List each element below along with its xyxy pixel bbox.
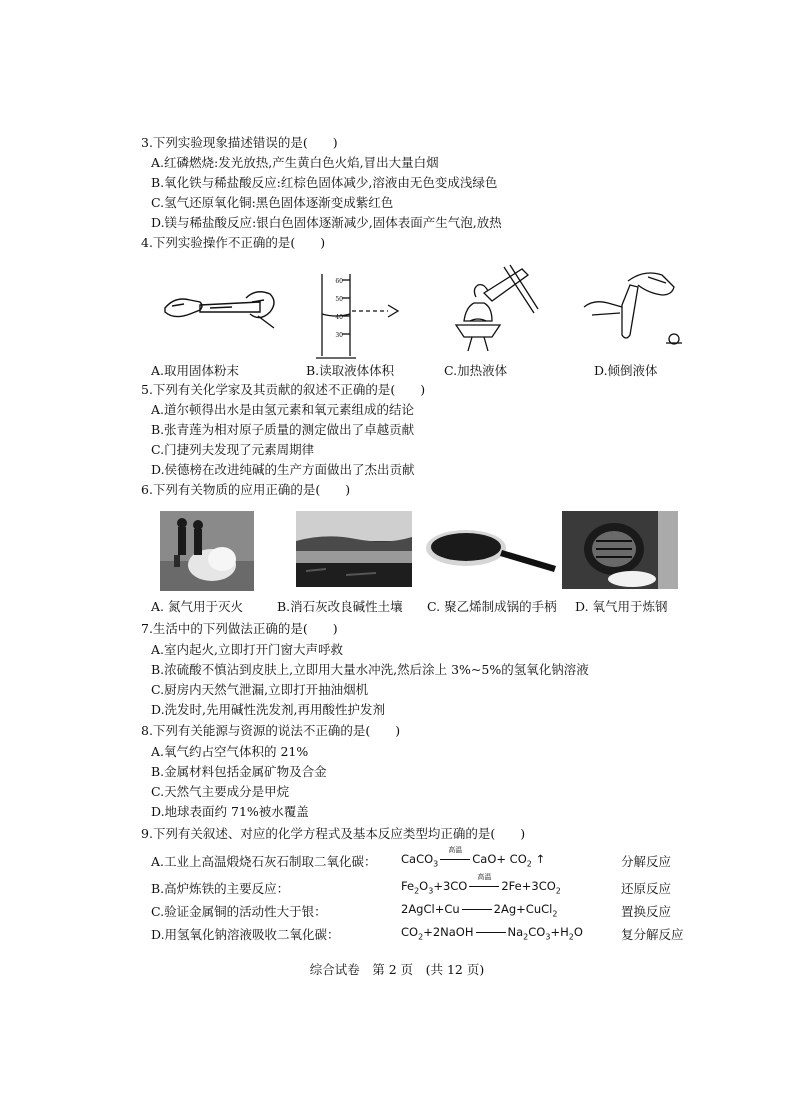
q9-type-c: 置换反应 [621,904,672,919]
condition-high-temp: 高温 [477,873,492,881]
q4-stem: 4.下列实验操作不正确的是( ) [141,235,326,250]
q9-row-c [151,902,691,922]
soil-landscape-photo [296,511,412,587]
q7-stem: 7.生活中的下列做法正确的是( ) [141,621,338,636]
q4-label-a: A.取用固体粉末 [151,363,240,378]
q6-label-b: B.消石灰改良碱性土壤 [277,599,403,614]
q5-stem: 5.下列有关化学家及其贡献的叙述不正确的是( ) [141,382,426,397]
q9-type-b: 还原反应 [621,881,672,896]
fire-extinguishing-photo [160,511,254,591]
q8-option-c: C.天然气主要成分是甲烷 [151,784,290,799]
q9-row-b [151,873,691,899]
q8-option-a: A.氧气约占空气体积的 21% [151,744,309,759]
heating-liquid-illustration [434,263,544,355]
q3-stem: 3.下列实验现象描述错误的是( ) [141,135,338,150]
q4-label-b: B.读取液体体积 [306,363,395,378]
q9-type-a: 分解反应 [621,854,672,869]
q5-option-a: A.道尔顿得出水是由氢元素和氧元素组成的结论 [151,402,415,417]
q5-option-c: C.门捷列夫发现了元素周期律 [151,442,315,457]
q4-label-d: D.倾倒液体 [594,363,658,378]
tick-40: 40 [335,314,343,321]
q7-option-a: A.室内起火,立即打开门窗大声呼救 [151,642,343,657]
q5-option-d: D.侯德榜在改进纯碱的生产方面做出了杰出贡献 [151,462,415,477]
q8-option-d: D.地球表面约 71%被水覆盖 [151,804,309,819]
q9-desc-c: C.验证金属铜的活动性大于银： [151,904,327,919]
q9-equation-a: CaCO$_3$ 高温 $CaO+ CO_2$ ↑ [401,846,546,869]
q3-option-c: C.氢气还原氧化铜:黑色固体逐渐变成紫红色 [151,195,394,210]
frying-pan-photo [420,520,560,586]
q6-label-d: D. 氧气用于炼钢 [575,599,668,614]
q7-option-c: C.厨房内天然气泄漏,立即打开抽油烟机 [151,682,369,697]
q9-desc-b: B.高炉炼铁的主要反应： [151,881,290,896]
q9-type-d: 复分解反应 [621,927,684,942]
q9-desc-d: D.用氢氧化钠溶液吸收二氧化碳： [151,927,340,942]
q9-equation-d: $CO_2+2NaOH$ $Na_2CO_3+H_2O$ [401,925,583,942]
page-footer: 综合试卷 第 2 页 (共 12 页) [309,962,485,977]
q6-stem: 6.下列有关物质的应用正确的是( ) [141,482,351,497]
q6-label-c: C. 聚乙烯制成锅的手柄 [427,599,557,614]
pouring-liquid-illustration [582,265,686,347]
q9-stem: 9.下列有关叙述、对应的化学方程式及基本反应类型均正确的是( ) [141,826,526,841]
graduated-cylinder-illustration [312,272,402,360]
q6-label-a: A. 氮气用于灭火 [151,599,243,614]
q8-stem: 8.下列有关能源与资源的说法不正确的是( ) [141,723,401,738]
solid-powder-illustration [160,268,280,348]
q9-row-d [151,925,691,945]
q7-option-b: B.浓硫酸不慎沾到皮肤上,立即用大量水冲洗,然后涂上 3%~5%的氢氧化钠溶液 [151,662,589,677]
q3-option-a: A.红磷燃烧:发光放热,产生黄白色火焰,冒出大量白烟 [151,155,439,170]
q9-equation-b: $Fe_2O_3+3CO$ 高温 $2Fe+3CO_2$ [401,873,561,896]
q8-option-b: B.金属材料包括金属矿物及合金 [151,764,327,779]
q7-option-d: D.洗发时,先用碱性洗发剂,再用酸性护发剂 [151,702,385,717]
tick-30: 30 [335,332,343,339]
tick-50: 50 [335,296,343,303]
steel-furnace-photo [562,511,678,589]
q5-option-b: B.张青莲为相对原子质量的测定做出了卓越贡献 [151,422,415,437]
q3-option-b: B.氧化铁与稀盐酸反应:红棕色固体减少,溶液由无色变成浅绿色 [151,175,498,190]
tick-60: 60 [335,278,343,285]
q3-option-d: D.镁与稀盐酸反应:银白色固体逐渐减少,固体表面产生气泡,放热 [151,215,502,230]
q4-label-c: C.加热液体 [444,363,508,378]
q9-equation-c: 2AgCl+Cu 2Ag+CuCl$_2$ [401,902,558,919]
q9-row-a [151,846,691,872]
condition-high-temp: 高温 [448,846,463,854]
q9-desc-a: A.工业上高温煅烧石灰石制取二氧化碳： [151,854,377,869]
